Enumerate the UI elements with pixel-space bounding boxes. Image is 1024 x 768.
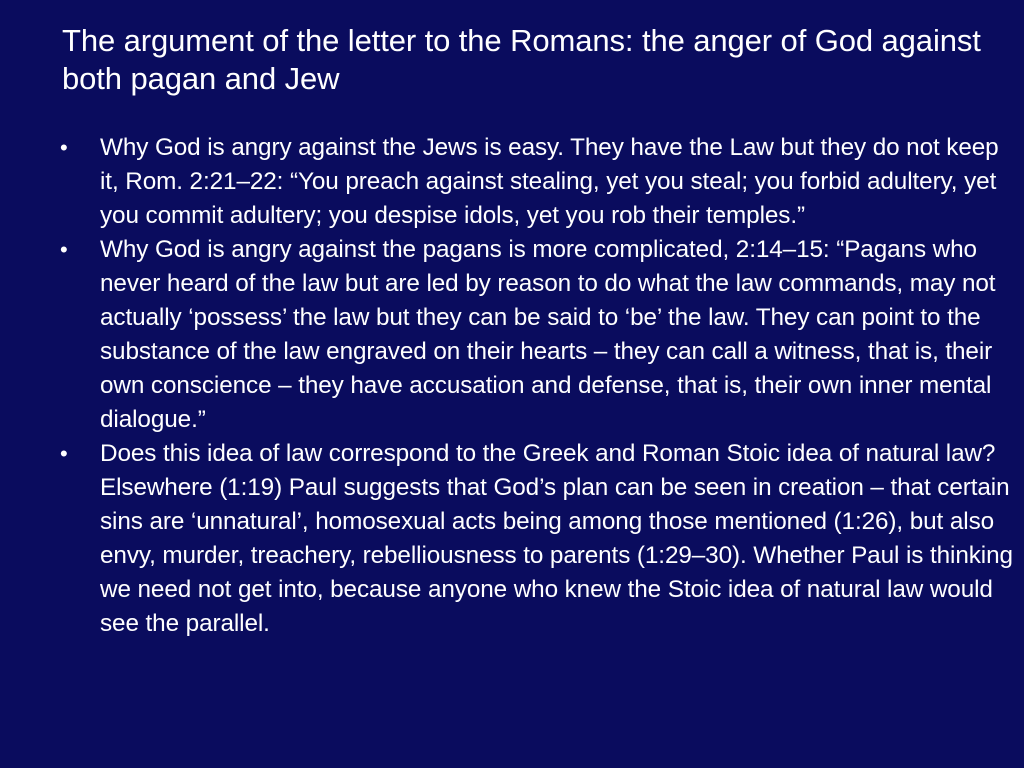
bullet-dot-icon: • — [60, 135, 68, 160]
bullet-item-2 — [0, 233, 1024, 437]
bullet-dot-icon: • — [60, 237, 68, 262]
bullet-item-3 — [0, 437, 1024, 641]
slide-title: The argument of the letter to the Romans: the anger of God against both pagan and Jew — [62, 23, 981, 96]
bullet-dot-icon: • — [60, 441, 68, 466]
bullet-text-2: Why God is angry against the pagans is more complicated, 2:14–15: “Pagans who never heard of the law but are led by reason to do what the law commands, may not actually ‘possess’ the law but they can be said to ‘be’ the law. They can point to the substance of the law engraved on their hearts – they can call a witness, that is, their own conscience – they have accusation and defense, that is, their own inner mental dialogue.” — [100, 236, 996, 433]
bullet-list — [0, 131, 1024, 641]
bullet-item-1 — [0, 131, 1024, 233]
bullet-text-1: Why God is angry against the Jews is easy. They have the Law but they do not keep it, Rom. 2:21–22: “You preach against stealing, yet you steal; you forbid adultery, yet you commit adultery; you despise idols, yet you rob their temples.” — [100, 134, 999, 229]
bullet-text-3: Does this idea of law correspond to the Greek and Roman Stoic idea of natural law? Elsewhere (1:19) Paul suggests that God’s plan can be seen in creation – that certain sins are ‘unnatural’, homosexual acts being among those mentioned (1:26), but also envy, murder, treachery, rebelliousness to parents (1:29–30). Whether Paul is thinking we need not get into, because anyone who knew the Stoic idea of natural law would see the parallel. — [100, 440, 1013, 637]
